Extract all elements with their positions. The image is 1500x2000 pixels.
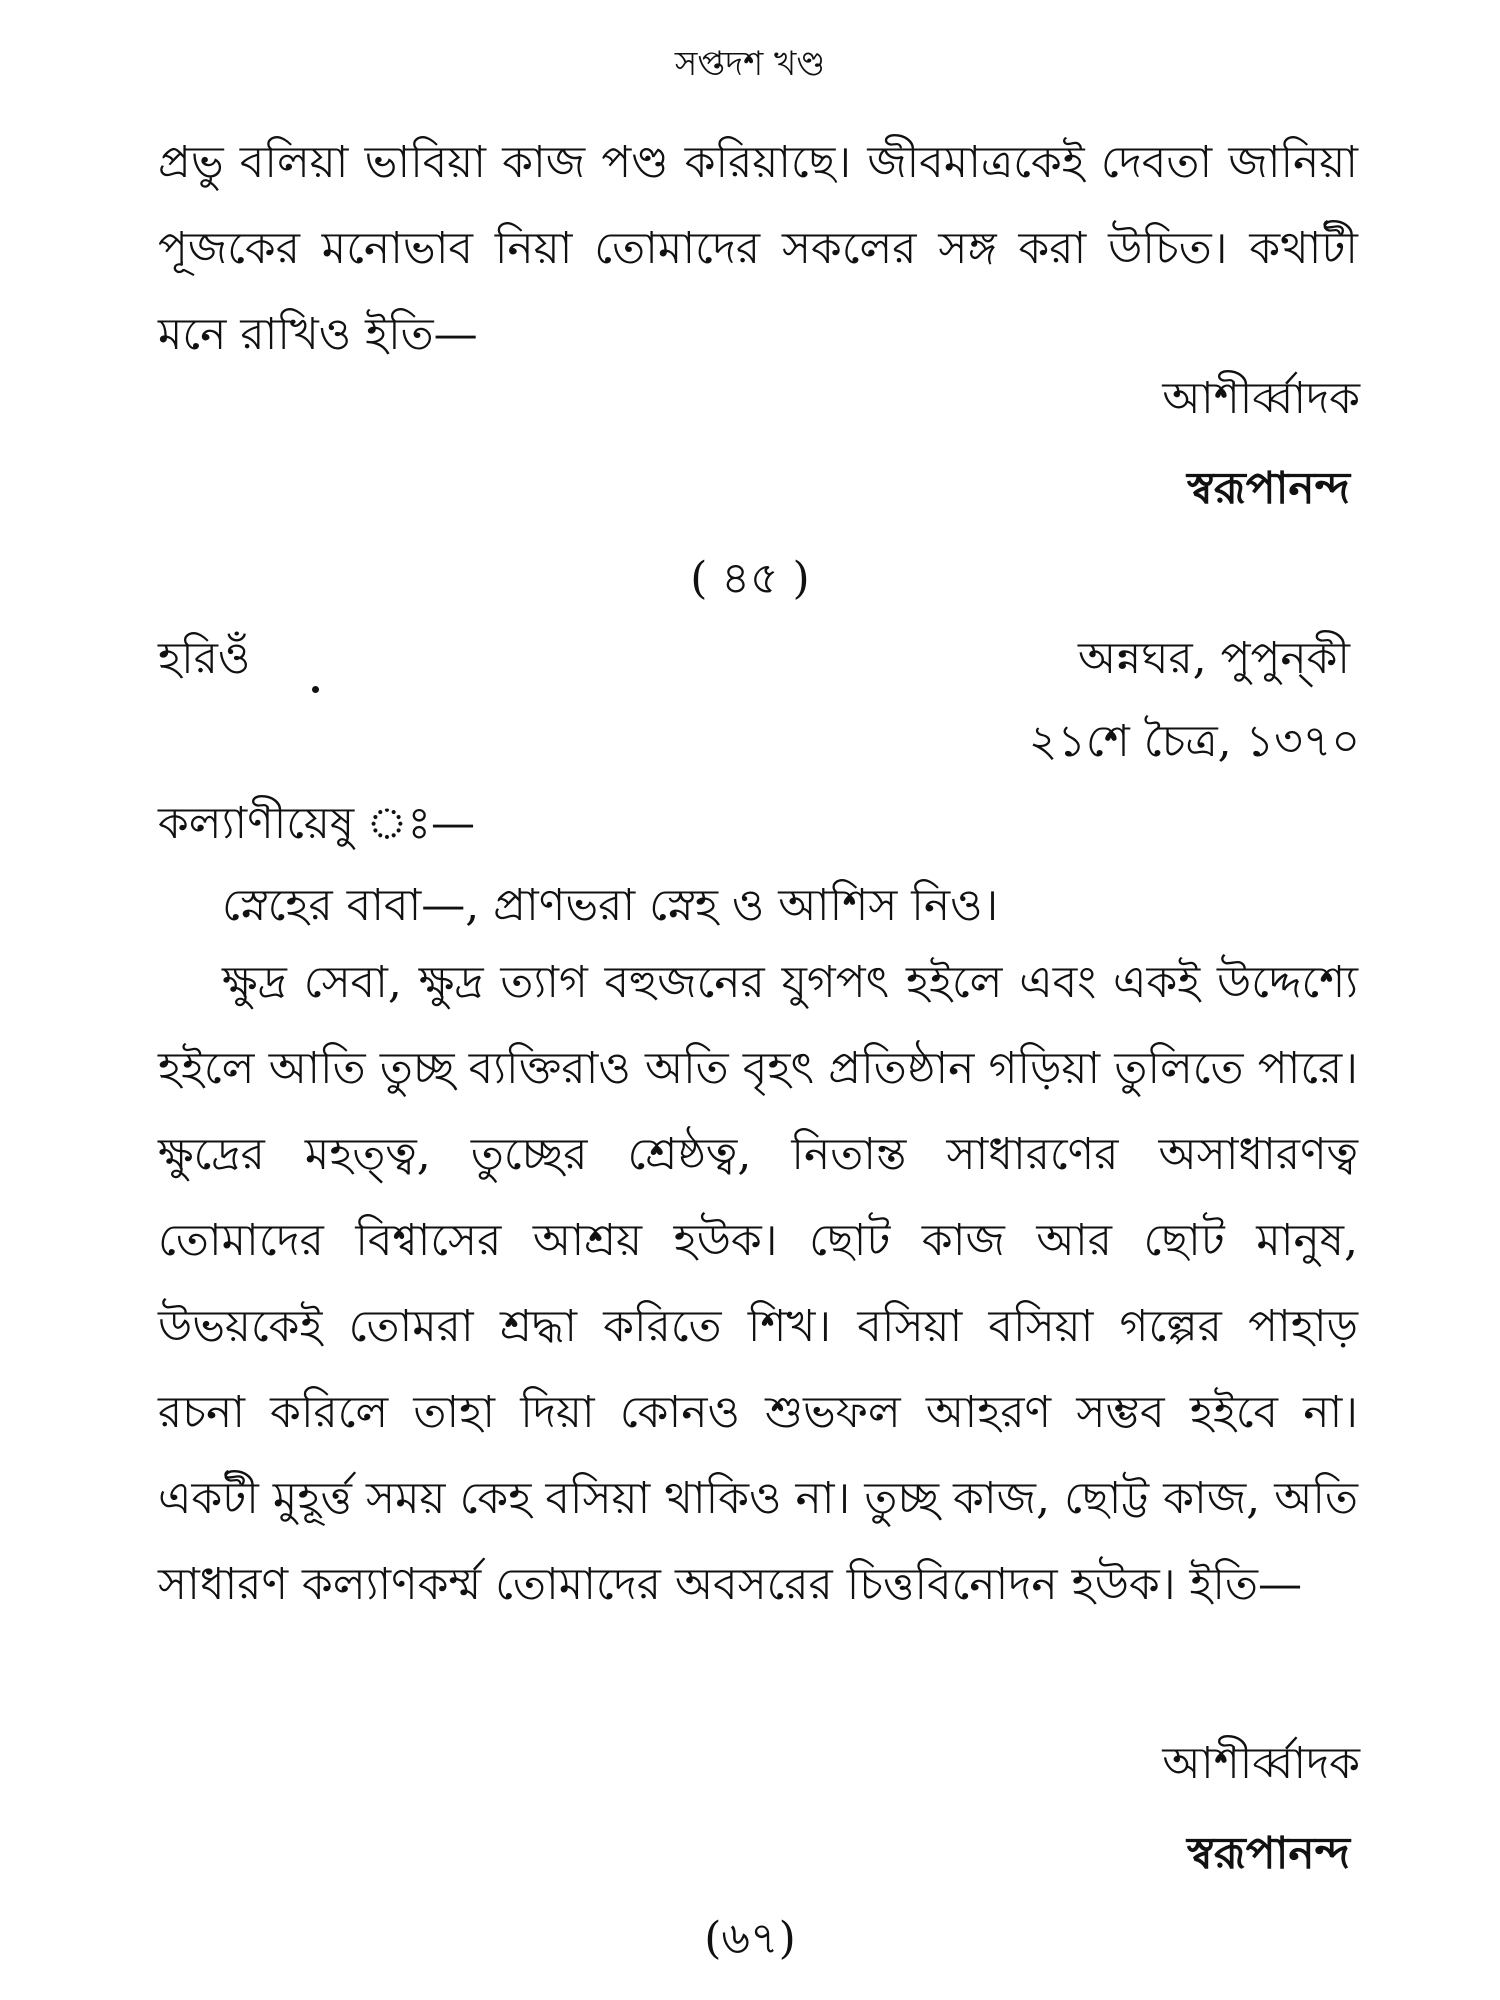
letter-45-closing: আশীর্ব্বাদক	[1162, 1738, 1360, 1789]
letter-45-signature: স্বরূপানন্দ	[1186, 1828, 1350, 1879]
letter-45-greeting: স্নেহের বাবা—, প্রাণভরা স্নেহ ও আশিস নিও।	[222, 880, 999, 931]
letter-45-salutation: কল্যাণীয়েষু ঃ—	[158, 798, 475, 849]
letter-45-invocation: হরিওঁ	[158, 633, 251, 684]
letter-45-body: ক্ষুদ্র সেবা, ক্ষুদ্র ত্যাগ বহুজনের যুগপৎ হইলে এবং একই উদ্দেশ্যে হইলে আতি তুচ্ছ ব্যক্তিরাও অতি বৃহৎ প্রতিষ্ঠান গড়িয়া তুলিতে পারে। ক্ষুদ্রের মহত্ত্ব, তুচ্ছের শ্রেষ্ঠত্ব, নিতান্ত সাধারণের অসাধারণত্ব তোমাদের বিশ্বাসের আশ্রয় হউক। ছোট কাজ আর ছোট মানুষ, উভয়কেই তোমরা শ্রদ্ধা করিতে শিখ। বসিয়া বসিয়া গল্পের পাহাড় রচনা করিলে তাহা দিয়া কোনও শুভফল আহরণ সম্ভব হইবে না। একটী মুহূর্ত্ত সময় কেহ বসিয়া থাকিও না। তুচ্ছ কাজ, ছোট্ট কাজ, অতি সাধারণ কল্যাণকর্ম্ম তোমাদের অবসরের চিত্তবিনোদন হউক। ইতি—	[158, 957, 1358, 1610]
letter-45-date: ২১শে চৈত্র, ১৩৭০	[1028, 716, 1360, 767]
letter-45-place: অন্নঘর, পুপুন্‌কী	[1078, 633, 1350, 684]
ink-dot	[312, 686, 319, 693]
page-number: (৬৭)	[704, 1913, 796, 1964]
running-header: সপ্তদশ খণ্ড	[674, 44, 826, 84]
letter-44-body: প্রভু বলিয়া ভাবিয়া কাজ পণ্ড করিয়াছে। জীবমাত্রকেই দেবতা জানিয়া পূজকের মনোভাব নিয়া তোমাদের সকলের সঙ্গ করা উচিত। কথাটী মনে রাখিও ইতি—	[158, 137, 1358, 360]
letter-44-closing: আশীর্ব্বাদক	[1162, 373, 1360, 424]
letter-45-number: ( ৪৫ )	[690, 553, 810, 604]
letter-44-signature: স্বরূপানন্দ	[1186, 463, 1350, 514]
